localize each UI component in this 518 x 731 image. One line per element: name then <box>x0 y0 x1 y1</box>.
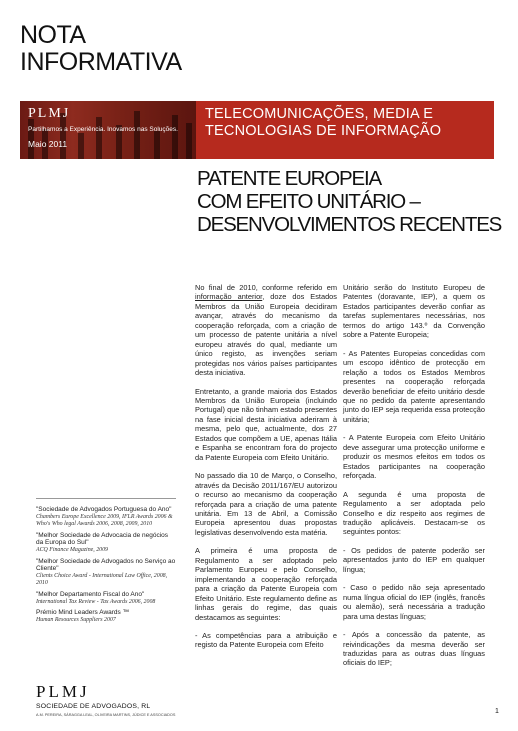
headline-line-1: PATENTE EUROPEIA <box>197 167 381 190</box>
issue-date: Maio 2011 <box>28 139 68 149</box>
paragraph: Unitário serão do Instituto Europeu de Patentes (doravante, IEP), a quem os Estados participantes deverão confiar as tarefas suplementares necessárias, nos termos do artigo 143.º da Convenção sobre a Patente Europeia; <box>343 283 485 340</box>
awards-divider <box>36 498 176 499</box>
award-item: "Melhor Sociedade de Advocacia de negócios da Europa do Sul" ACQ Finance Magazine, 2009 <box>36 531 169 553</box>
sector-title: TELECOMUNICAÇÕES, MEDIA E TECNOLOGIAS DE INFORMAÇÃO <box>205 106 442 139</box>
award-item: "Melhor Departamento Fiscal do Ano" International Tax Review - Tax Awards 2006, 2008 <box>36 590 156 605</box>
partner-names: A.M. PEREIRA, SÁRAGGA LEAL, OLIVEIRA MARTINS, JÚDICE E ASSOCIADOS <box>36 713 176 717</box>
award-item: "Sociedade de Advogados Portuguesa do Ano" Chambers Europe Excellence 2009, IFLR Awards 2006 & Who's Who legal Awards 2006, 2008, 2009, 2010 <box>36 506 173 528</box>
paragraph: Entretanto, a grande maioria dos Estados Membros da União Europeia (incluindo Portugal) que não tinham estado presentes na fase inicial desta iniciativa aderiram à mesma, pelo que, actualmente, dos 27 Estados que compõem a UE, apenas Itália e Espanha se encontram fora do projecto da Patente Europeia com Efeito Unitário. <box>195 386 337 462</box>
award-item: "Melhor Sociedade de Advogados no Serviço ao Cliente" Clients Choice Award - International Law Office, 2008, 2010 <box>36 557 176 587</box>
title-line-1: NOTA <box>20 21 86 49</box>
paragraph: No final de 2010, conforme referido em informação anterior, doze dos Estados Membros da União Europeia decidiram avançar, através do mecanismo da cooperação reforçada, com a criação de um processo de patente unitária a nível europeu através do qual, mediante um único registo, as invenções seriam protegidas nos vários países participantes desta iniciativa. <box>195 283 337 378</box>
society-name: SOCIEDADE DE ADVOGADOS, RL <box>36 703 151 710</box>
article-column-2 <box>343 283 485 677</box>
paragraph: - Caso o pedido não seja apresentado numa língua oficial do IEP (inglês, francês ou alemão), será necessária a tradução para uma destas línguas; <box>343 583 485 621</box>
article-headline <box>197 167 501 236</box>
paragraph: No passado dia 10 de Março, o Conselho, através da Decisão 2011/167/EU autorizou o recurso ao mecanismo da cooperação reforçada para a criação de uma patente unitária. Em 13 de Abril, a Comissão Europeia apresentou duas propostas legislativas desenvolvendo esta matéria. <box>195 471 337 537</box>
previous-note-link[interactable]: informação anterior <box>195 292 263 302</box>
document-title <box>20 22 182 76</box>
headline-line-2: COM EFEITO UNITÁRIO – <box>197 190 420 213</box>
paragraph: - As Patentes Europeias concedidas com um escopo idêntico de protecção em relação a todos os Estados Membros presentes na cooperação reforçada deverão beneficiar de efeito unitário desde que no pedido da patente apresentando junto do IEP seja requerida essa protecção unitária; <box>343 348 485 424</box>
paragraph: - Após a concessão da patente, as reivindicações da mesma deverão ser traduzidas para as outras duas línguas oficiais do IEP; <box>343 630 485 668</box>
paragraph: A segunda é uma proposta de Regulamento a ser adoptada pelo Conselho e diz respeito aos regimes de tradução aplicáveis. Destacam-se os seguintes pontos: <box>343 489 485 537</box>
article-column-1 <box>195 283 337 659</box>
paragraph: - A Patente Europeia com Efeito Unitário deve assegurar uma protecção uniforme e produzir os mesmos efeitos em todos os Estados participantes na cooperação reforçada. <box>343 433 485 481</box>
award-item: Prémio Mind Leaders Awards ™ Human Resources Suppliers 2007 <box>36 609 130 623</box>
footer-logo: PLMJ <box>36 682 90 701</box>
paragraph: - Os pedidos de patente poderão ser apresentados junto do IEP em qualquer língua; <box>343 545 485 574</box>
awards-list <box>36 506 176 627</box>
paragraph: A primeira é uma proposta de Regulamento a ser adoptado pelo Parlamento Europeu e pelo Conselho, implementando a cooperação reforçada para a criação da Patente Europeia com Efeito Unitário. Este regulamento define as linhas gerais do regime, das quais destacamos as seguintes: <box>195 546 337 622</box>
paragraph: - As competências para a atribuição e registo da Patente Europeia com Efeito <box>195 630 337 650</box>
headline-line-3: DESENVOLVIMENTOS RECENTES <box>197 213 502 236</box>
page-number: 1 <box>495 708 499 715</box>
title-line-2: INFORMATIVA <box>20 48 182 76</box>
tagline: Partilhamos a Experiência. Inovamos nas Soluções. <box>28 126 178 133</box>
plmj-logo: PLMJ <box>28 106 71 121</box>
